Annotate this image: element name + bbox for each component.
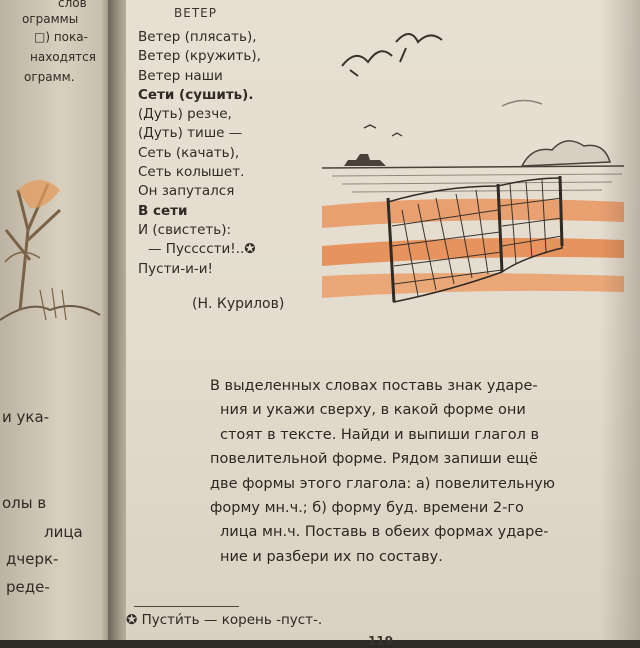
left-fragment: дчерк- <box>6 550 59 568</box>
exercise-line: В выделенных словах поставь знак ударе- <box>210 378 538 394</box>
fishing-net-illustration <box>322 26 624 306</box>
left-fragment: ограммы <box>22 12 79 26</box>
poem-author: (Н. Курилов) <box>192 296 285 312</box>
poem-line: Он запутался <box>138 183 235 200</box>
poem-line: Пусти-и-и! <box>138 260 213 277</box>
poem-line: (Дуть) тише — <box>138 125 243 142</box>
page-number: 119 <box>368 634 394 648</box>
left-page <box>0 0 112 640</box>
page-shadow <box>600 0 640 640</box>
poem-line-highlighted: В сети <box>138 202 188 219</box>
left-fragment: реде- <box>6 578 50 596</box>
poem-line-highlighted: Сети (сушить). <box>138 86 254 103</box>
exercise-line: лица мн.ч. Поставь в обеих формах ударе- <box>220 524 549 541</box>
left-fragment: олы в <box>2 494 47 512</box>
left-fragment: □) пока- <box>34 30 88 44</box>
poem-line: Ветер наши <box>138 67 223 84</box>
exercise-text <box>210 374 620 569</box>
right-page <box>126 0 640 648</box>
poem-title: ВЕТЕР <box>174 6 217 20</box>
poem-line: Ветер (кружить), <box>138 48 261 65</box>
exercise-line: ние и разбери их по составу. <box>220 548 443 565</box>
poem-line: Сеть колышет. <box>138 164 245 181</box>
poem-line: (Дуть) резче, <box>138 106 232 123</box>
left-fragment: и ука- <box>2 408 50 426</box>
tree-illustration <box>0 150 112 330</box>
left-fragment: находятся <box>30 50 96 64</box>
poem-line: И (свистеть): <box>138 221 232 238</box>
left-fragment: слов <box>58 0 87 10</box>
exercise-line: повелительной форме. Рядом запиши ещё <box>210 451 538 468</box>
poem-line: — Пуссссти!..✪ <box>148 241 256 258</box>
poem-line: Сеть (качать), <box>138 144 240 161</box>
poem-line: Ветер (плясать), <box>138 29 257 45</box>
exercise-line: стоят в тексте. Найди и выпиши глагол в <box>220 426 540 443</box>
poem <box>138 28 261 279</box>
left-fragment: ограмм. <box>24 70 75 84</box>
footnote-divider <box>134 606 239 607</box>
exercise-line: ния и укажи сверху, в какой форме они <box>220 402 526 419</box>
exercise-line: две формы этого глагола: а) повелительную <box>210 475 555 492</box>
footnote: ✪ Пусти́ть — корень -пуст-. <box>126 612 323 628</box>
exercise-line: форму мн.ч.; б) форму буд. времени 2-го <box>210 500 524 517</box>
left-fragment: лица <box>44 523 83 541</box>
